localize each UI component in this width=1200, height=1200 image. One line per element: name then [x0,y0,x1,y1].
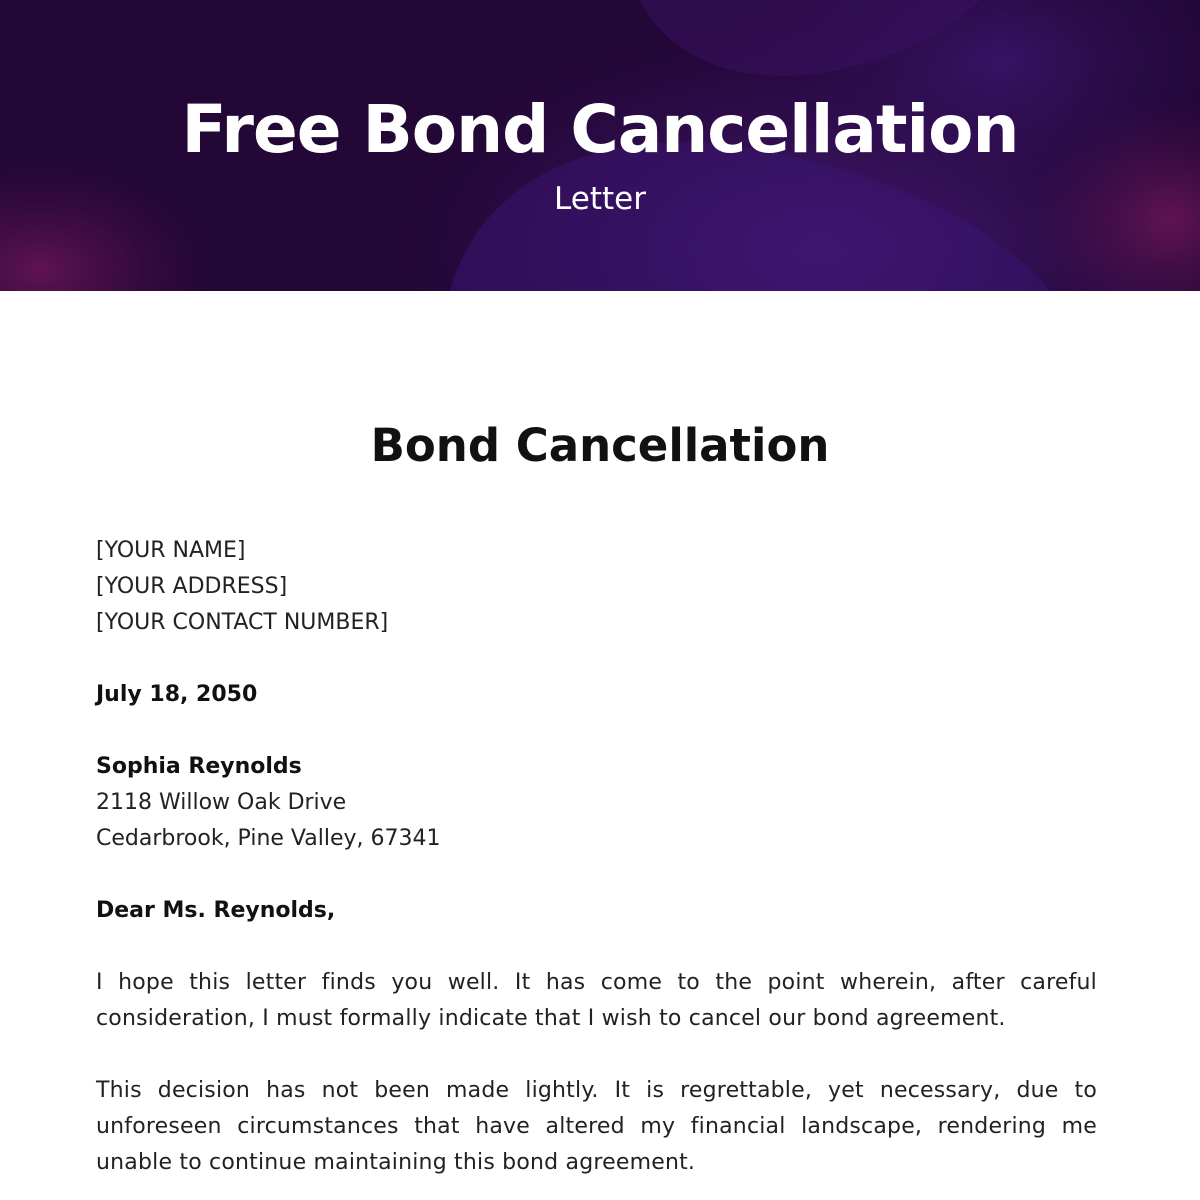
sender-address: [YOUR ADDRESS] [96,574,288,599]
letter-body [96,533,1097,1200]
recipient-name: Sophia Reynolds [96,754,302,779]
recipient-block [96,749,1097,857]
body-paragraph: I hope this letter finds you well. It has come to the point wherein, after careful consideration, I must formally indicate that I wish to cancel our bond agreement. [96,970,1097,1031]
date-block [96,677,1097,713]
sender-contact: [YOUR CONTACT NUMBER] [96,610,389,635]
banner-subtitle: Letter [554,181,646,217]
salutation: Dear Ms. Reynolds, [96,898,336,923]
banner-title: Free Bond Cancellation [181,91,1019,168]
letter-date: July 18, 2050 [96,682,258,707]
salutation-block [96,893,1097,929]
sender-name: [YOUR NAME] [96,538,246,563]
document-title: Bond Cancellation [370,419,830,472]
recipient-city: Cedarbrook, Pine Valley, 67341 [96,826,441,851]
body-paragraph: This decision has not been made lightly. It is regrettable, yet necessary, due to unforeseen circumstances that have altered my financial landscape, rendering me unable to continue maintaining this bond agreement. [96,1078,1097,1175]
header-banner [0,0,1200,291]
sender-block [96,533,1097,641]
recipient-street: 2118 Willow Oak Drive [96,790,347,815]
